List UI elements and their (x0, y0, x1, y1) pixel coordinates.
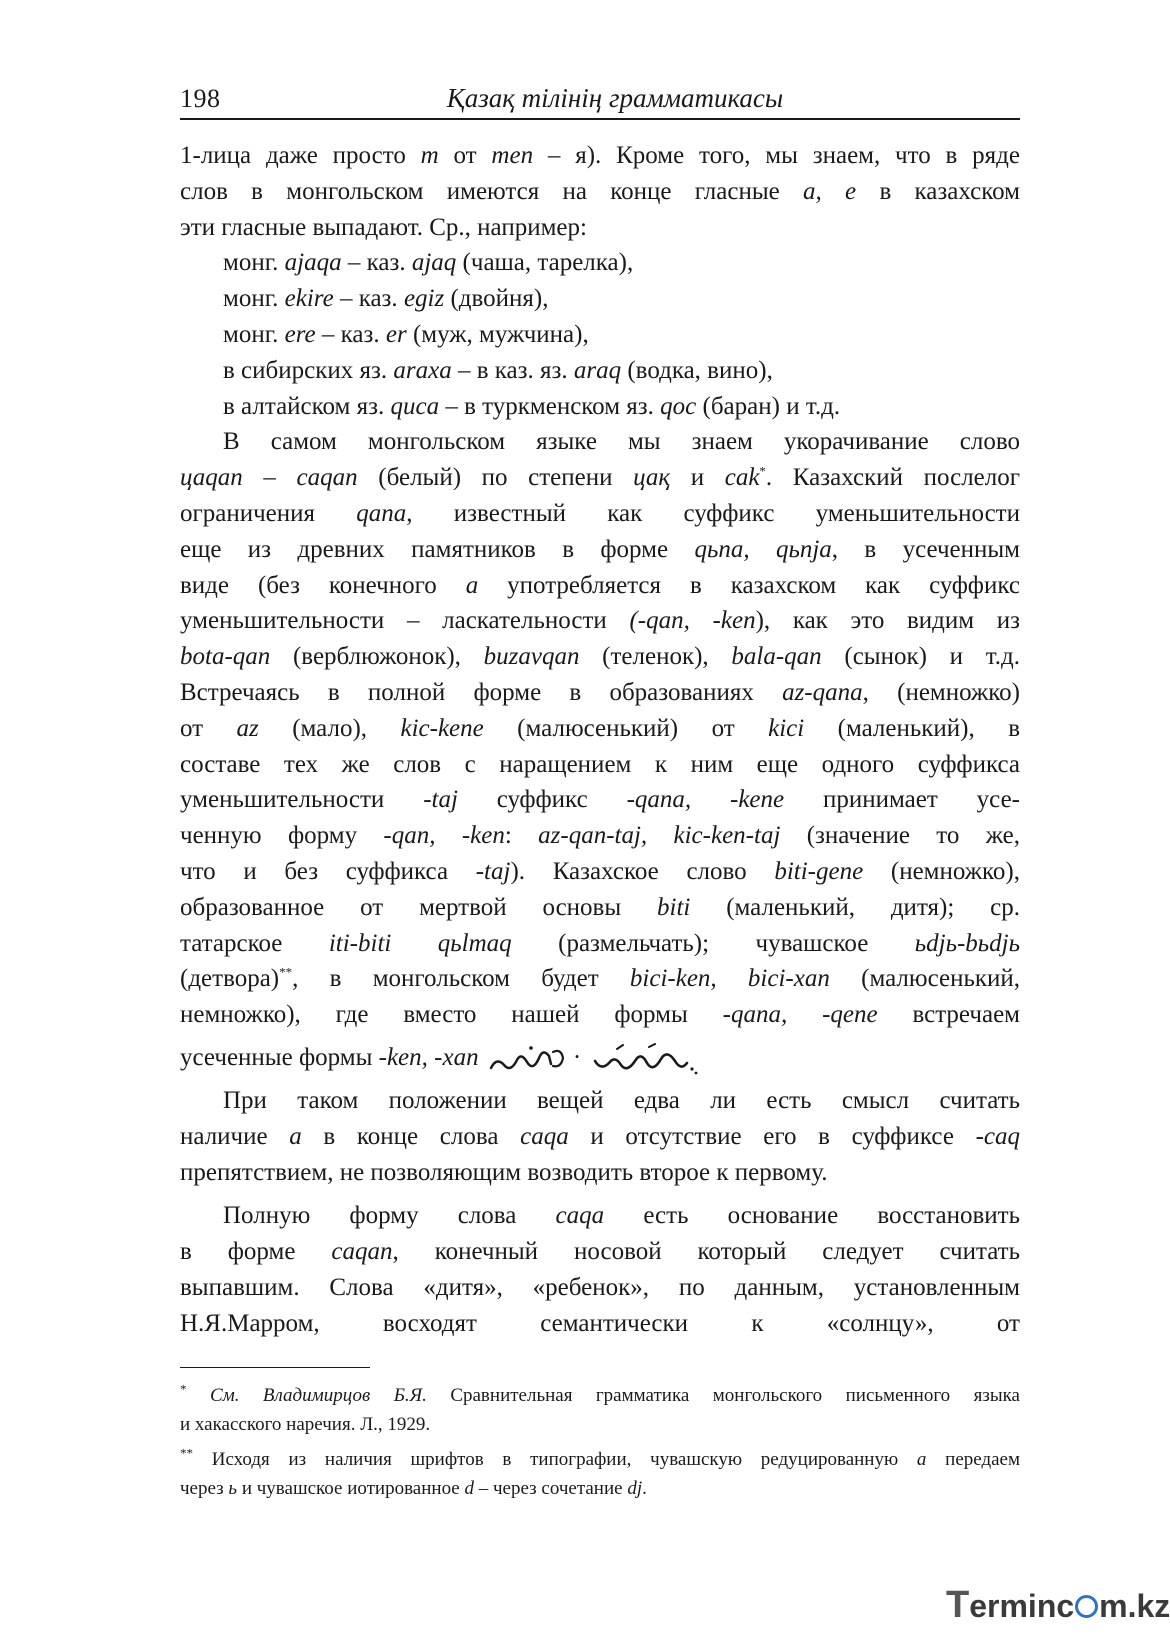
footnote-ref: ** (279, 965, 293, 980)
text-line: в форме caqan, конечный носовой который следует считать (180, 1238, 1020, 1266)
text-line: Встречаясь в полной форме в образованиях az-qana, (немножко) (180, 678, 1020, 706)
text-line: 1-лица даже просто m от men – я). Кроме того, мы знаем, что в ряде (180, 142, 1020, 169)
paragraph-gap (180, 1190, 1020, 1198)
text-line: (детвора)**, в монгольском будет bici-ken, bici-xan (малюсенький, (180, 965, 1021, 993)
text-line: ченную форму -qan, -ken: az-qan-taj, kic-ken-taj (значение то же, (180, 822, 1020, 850)
text-line: выпавшим. Слова «дитя», «ребенок», по данным, установленным (180, 1273, 1020, 1301)
termincom-watermark: Terminc m.kz (946, 1584, 1170, 1626)
footnote-separator (180, 1367, 370, 1368)
example-item: монг. ekire – каз. egiz (двойня), (223, 285, 549, 313)
footnote-2-cont: через ь и чувашское иотированное d – через сочетание dj. (180, 1478, 647, 1499)
mongolian-script-glyph (589, 1041, 699, 1077)
example-item: в алтайском яз. quca – в туркменском яз. qoc (баран) и т.д. (223, 392, 841, 420)
text-line: немножко), где вместо нашей формы -qana, -qene встречаем (180, 1001, 1020, 1029)
text-line: уменьшительности -taj суффикс -qana, -kene принимает усе- (180, 786, 1021, 814)
text-line: цаqan – caqan (белый) по степени цақ и cak*. Казахский послелог (180, 463, 1020, 492)
text-line: усеченные формы -ken, -xan · (180, 1033, 1020, 1083)
example-item: в сибирских яз. araxa – в каз. яз. araq (водка, вино), (223, 356, 773, 384)
text-line: bota-qan (верблюжонок), buzavqan (теленок), bala-qan (сынок) и т.д. (180, 643, 1020, 671)
text-line: При таком положении вещей едва ли есть смысл считать (223, 1086, 1020, 1114)
footnotes (180, 1381, 1020, 1503)
text-line: препятствием, не позволяющим возводить второе к первому. (180, 1158, 828, 1186)
running-title: Қазақ тілінің грамматикасы (446, 83, 784, 113)
text-line: татарское iti-biti qьlmaq (размельчать); чувашское ьdjь-bьdjь (180, 929, 1020, 957)
text-line: эти гласные выпадают. Ср., например: (180, 213, 587, 241)
text-line: виде (без конечного a употребляется в казахском как суффикс (180, 571, 1020, 599)
text-line: еще из древних памятников в форме qьna, qьnja, в усеченным (180, 535, 1020, 563)
text-line: уменьшительности – ласкательности (-qan, -ken), как это видим из (180, 607, 1021, 635)
text-line: В самом монгольском языке мы знаем укорачивание слово (223, 428, 1020, 456)
example-item: монг. ere – каз. er (муж, мужчина), (223, 320, 589, 348)
mongolian-script-glyph (487, 1042, 567, 1076)
magnifier-o-icon (1075, 1595, 1098, 1618)
text-line: наличие a в конце слова caqa и отсутствие его в суффиксе -caq (180, 1122, 1020, 1150)
text-line: Н.Я.Марром, восходят семантически к «солнцу», от (180, 1309, 1020, 1337)
example-item: монг. ajaqa – каз. ajaq (чаша, тарелка), (223, 249, 634, 277)
footnote-1-cont: и хакасского наречия. Л., 1929. (180, 1414, 431, 1435)
text-line: ограничения qana, известный как суффикс уменьшительности (180, 499, 1020, 527)
footnote-2: ** Исходя из наличия шрифтов в типографии, чувашскую редуцированную a передаем (180, 1445, 1021, 1470)
text-line: от az (мало), kic-kene (малюсенький) от kici (маленький), в (180, 714, 1020, 742)
text-line: образованное от мертвой основы biti (маленький, дитя); ср. (180, 893, 1021, 921)
running-header (180, 84, 1020, 120)
text-line: составе тех же слов с наращением к ним еще одного суффикса (180, 750, 1020, 778)
text-line: что и без суффикса -taj). Казахское слово biti-gene (немножко), (180, 857, 1020, 885)
page-number: 198 (180, 84, 221, 113)
text-line: слов в монгольском имеются на конце гласные a, e в казахском (180, 177, 1020, 205)
body-text (180, 138, 1020, 1342)
footnote-1: * См. Владимирцов Б.Я. Сравнительная грамматика монгольского письменного языка (180, 1381, 1020, 1406)
footnote-ref: * (759, 463, 766, 479)
text-line: Полную форму слова caqa есть основание восстановить (223, 1202, 1020, 1230)
